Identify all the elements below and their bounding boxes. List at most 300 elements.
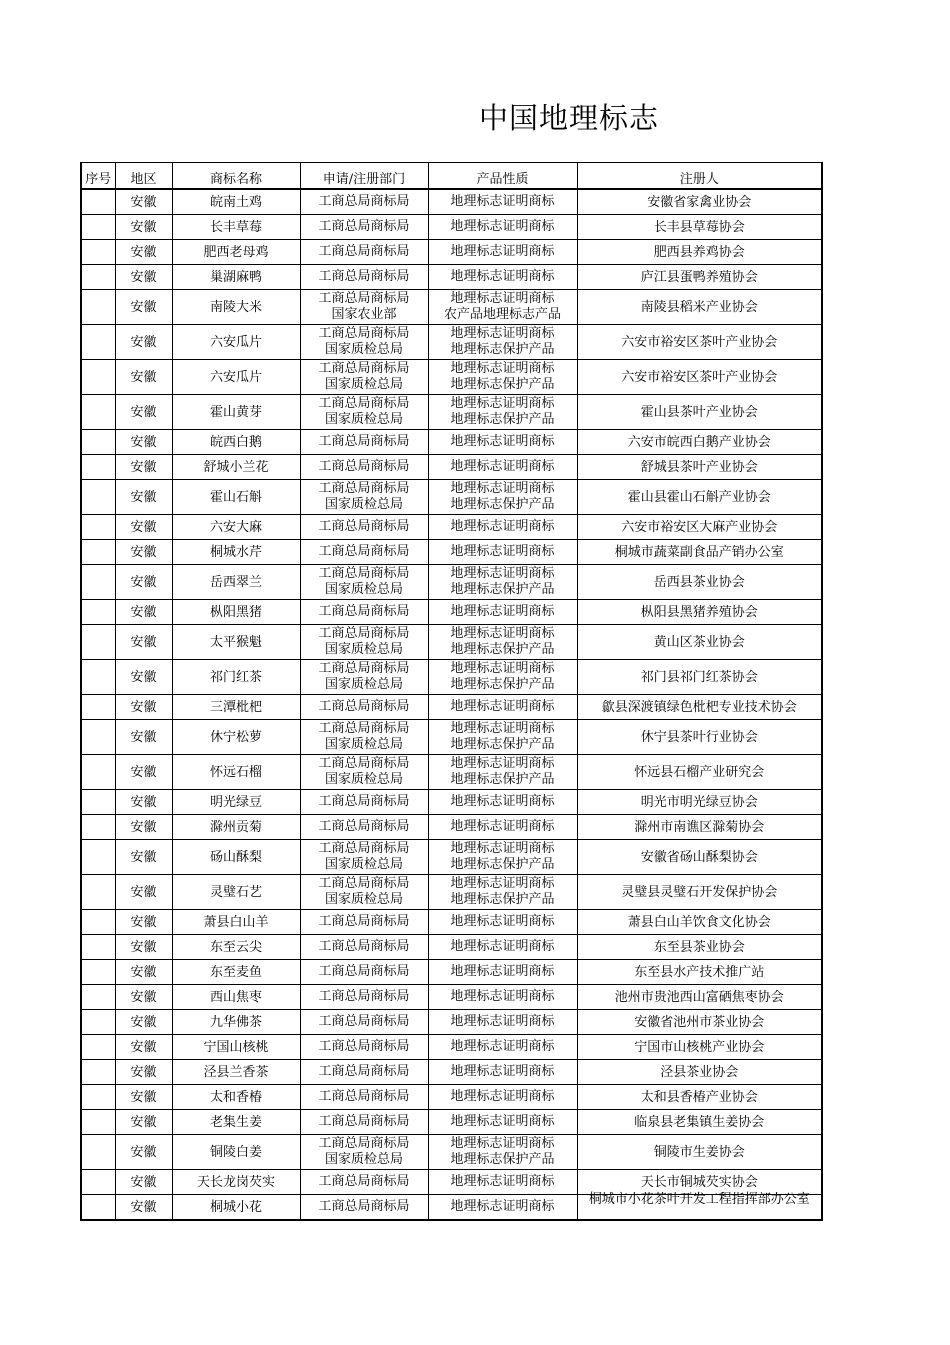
cell-product-nature (428, 600, 577, 625)
header-cell-nature: 产品性质 (428, 163, 577, 190)
cell-index (81, 755, 115, 790)
nature-line: 地理标志保护产品 (450, 677, 555, 692)
header-cell-department: 申请/注册部门 (300, 163, 428, 190)
cell-department (300, 625, 428, 660)
nature-line: 地理标志保护产品 (450, 412, 555, 427)
cell-product-nature (428, 840, 577, 875)
cell-region: 安徽 (115, 1010, 172, 1035)
department-line: 工商总局商标局 (318, 819, 410, 834)
cell-index (81, 790, 115, 815)
cell-product-nature (428, 430, 577, 455)
cell-region: 安徽 (115, 910, 172, 935)
cell-index (81, 1035, 115, 1060)
department-line: 工商总局商标局 (318, 544, 410, 559)
cell-product-nature (428, 215, 577, 240)
cell-registrant: 东至县茶业协会 (577, 935, 822, 960)
cell-index (81, 215, 115, 240)
cell-index (81, 265, 115, 290)
department-line: 工商总局商标局 (318, 661, 410, 676)
cell-region: 安徽 (115, 360, 172, 395)
header-cell-region: 地区 (115, 163, 172, 190)
cell-product-nature (428, 1110, 577, 1135)
table-row (81, 325, 822, 360)
department-line: 工商总局商标局 (318, 434, 410, 449)
cell-department (300, 720, 428, 755)
cell-region: 安徽 (115, 395, 172, 430)
department-line: 工商总局商标局 (318, 291, 410, 306)
cell-department (300, 290, 428, 325)
table-row (81, 515, 822, 540)
cell-index (81, 540, 115, 565)
cell-index (81, 625, 115, 660)
cell-trademark-name: 天长龙岗芡实 (172, 1170, 300, 1195)
cell-index (81, 840, 115, 875)
page-title: 中国地理标志 (479, 101, 660, 135)
geo-indication-table (80, 162, 823, 1221)
table-row (81, 695, 822, 720)
cell-product-nature (428, 565, 577, 600)
cell-trademark-name: 皖南土鸡 (172, 189, 300, 215)
cell-product-nature (428, 790, 577, 815)
department-line: 国家质检总局 (324, 377, 403, 392)
cell-region: 安徽 (115, 1195, 172, 1221)
cell-index (81, 565, 115, 600)
cell-registrant: 桐城市蔬菜副食品产销办公室 (577, 540, 822, 565)
department-line: 国家质检总局 (324, 857, 403, 872)
cell-trademark-name: 长丰草莓 (172, 215, 300, 240)
cell-trademark-name: 舒城小兰花 (172, 455, 300, 480)
cell-product-nature (428, 875, 577, 910)
nature-line: 地理标志保护产品 (450, 377, 555, 392)
nature-line: 地理标志证明商标 (450, 604, 555, 619)
cell-product-nature (428, 515, 577, 540)
cell-index (81, 720, 115, 755)
cell-product-nature (428, 325, 577, 360)
cell-index (81, 1170, 115, 1195)
cell-product-nature (428, 240, 577, 265)
cell-registrant: 泾县茶业协会 (577, 1060, 822, 1085)
nature-line: 地理标志证明商标 (450, 721, 555, 736)
nature-line: 地理标志证明商标 (450, 1064, 555, 1079)
department-line: 工商总局商标局 (318, 914, 410, 929)
table-row (81, 815, 822, 840)
nature-line: 地理标志证明商标 (450, 519, 555, 534)
cell-index (81, 1010, 115, 1035)
cell-department (300, 540, 428, 565)
cell-registrant: 肥西县养鸡协会 (577, 240, 822, 265)
cell-index (81, 815, 115, 840)
cell-index (81, 189, 115, 215)
table-row (81, 1110, 822, 1135)
department-line: 国家质检总局 (324, 412, 403, 427)
cell-department (300, 515, 428, 540)
nature-line: 地理标志保护产品 (450, 497, 555, 512)
cell-product-nature (428, 480, 577, 515)
cell-department (300, 430, 428, 455)
cell-department (300, 790, 428, 815)
cell-trademark-name: 怀远石榴 (172, 755, 300, 790)
cell-region: 安徽 (115, 189, 172, 215)
nature-line: 地理标志证明商标 (450, 661, 555, 676)
cell-index (81, 480, 115, 515)
cell-trademark-name: 太和香椿 (172, 1085, 300, 1110)
department-line: 工商总局商标局 (318, 1064, 410, 1079)
cell-department (300, 815, 428, 840)
cell-trademark-name: 六安瓜片 (172, 325, 300, 360)
cell-registrant: 六安市裕安区大麻产业协会 (577, 515, 822, 540)
department-line: 国家质检总局 (324, 497, 403, 512)
cell-region: 安徽 (115, 325, 172, 360)
cell-trademark-name: 灵璧石艺 (172, 875, 300, 910)
cell-region: 安徽 (115, 1035, 172, 1060)
department-line: 工商总局商标局 (318, 841, 410, 856)
cell-department (300, 1110, 428, 1135)
department-line: 工商总局商标局 (318, 1174, 410, 1189)
cell-trademark-name: 西山焦枣 (172, 985, 300, 1010)
department-line: 工商总局商标局 (318, 481, 410, 496)
table-row (81, 875, 822, 910)
nature-line: 地理标志证明商标 (450, 1174, 555, 1189)
cell-region: 安徽 (115, 875, 172, 910)
cell-registrant: 池州市贵池西山富硒焦枣协会 (577, 985, 822, 1010)
registrant-wrapped-text: 桐城市小花茶叶开发工程指挥部办公室 (588, 1192, 810, 1207)
department-line: 工商总局商标局 (318, 566, 410, 581)
cell-product-nature (428, 290, 577, 325)
nature-line: 地理标志证明商标 (450, 1014, 555, 1029)
cell-index (81, 600, 115, 625)
cell-trademark-name: 明光绿豆 (172, 790, 300, 815)
department-line: 工商总局商标局 (318, 361, 410, 376)
cell-trademark-name: 霍山黄芽 (172, 395, 300, 430)
cell-department (300, 240, 428, 265)
cell-trademark-name: 滁州贡菊 (172, 815, 300, 840)
nature-line: 地理标志证明商标 (450, 459, 555, 474)
cell-registrant: 霍山县霍山石斛产业协会 (577, 480, 822, 515)
table-row (81, 985, 822, 1010)
cell-department (300, 360, 428, 395)
cell-trademark-name: 泾县兰香茶 (172, 1060, 300, 1085)
department-line: 国家质检总局 (324, 772, 403, 787)
department-line: 工商总局商标局 (318, 699, 410, 714)
cell-trademark-name: 萧县白山羊 (172, 910, 300, 935)
nature-line: 地理标志证明商标 (450, 1089, 555, 1104)
cell-product-nature (428, 960, 577, 985)
cell-product-nature (428, 395, 577, 430)
cell-department (300, 840, 428, 875)
cell-product-nature (428, 625, 577, 660)
cell-department (300, 1195, 428, 1221)
table-header-row (81, 163, 822, 190)
cell-department (300, 215, 428, 240)
nature-line: 地理标志证明商标 (450, 1199, 555, 1214)
nature-line: 地理标志证明商标 (450, 1039, 555, 1054)
table-row (81, 625, 822, 660)
cell-trademark-name: 三潭枇杷 (172, 695, 300, 720)
cell-region: 安徽 (115, 540, 172, 565)
cell-index (81, 240, 115, 265)
department-line: 工商总局商标局 (318, 721, 410, 736)
department-line: 工商总局商标局 (318, 194, 410, 209)
department-line: 工商总局商标局 (318, 626, 410, 641)
nature-line: 地理标志保护产品 (450, 582, 555, 597)
cell-region: 安徽 (115, 515, 172, 540)
cell-index (81, 1110, 115, 1135)
cell-region: 安徽 (115, 1110, 172, 1135)
cell-region: 安徽 (115, 565, 172, 600)
table-row (81, 755, 822, 790)
cell-department (300, 910, 428, 935)
cell-product-nature (428, 1170, 577, 1195)
department-line: 工商总局商标局 (318, 459, 410, 474)
cell-product-nature (428, 265, 577, 290)
cell-product-nature (428, 189, 577, 215)
nature-line: 地理标志证明商标 (450, 794, 555, 809)
cell-department (300, 600, 428, 625)
department-line: 国家质检总局 (324, 892, 403, 907)
nature-line: 农产品地理标志产品 (443, 307, 561, 322)
cell-region: 安徽 (115, 1060, 172, 1085)
cell-trademark-name: 九华佛茶 (172, 1010, 300, 1035)
cell-department (300, 1085, 428, 1110)
department-line: 国家质检总局 (324, 342, 403, 357)
department-line: 工商总局商标局 (318, 989, 410, 1004)
cell-department (300, 455, 428, 480)
cell-product-nature (428, 935, 577, 960)
cell-trademark-name: 霍山石斛 (172, 480, 300, 515)
cell-department (300, 660, 428, 695)
cell-region: 安徽 (115, 815, 172, 840)
cell-product-nature (428, 360, 577, 395)
cell-region: 安徽 (115, 755, 172, 790)
nature-line: 地理标志保护产品 (450, 737, 555, 752)
cell-registrant: 舒城县茶叶产业协会 (577, 455, 822, 480)
cell-registrant: 岳西县茶业协会 (577, 565, 822, 600)
cell-trademark-name: 巢湖麻鸭 (172, 265, 300, 290)
department-line: 国家质检总局 (324, 642, 403, 657)
nature-line: 地理标志证明商标 (450, 914, 555, 929)
cell-product-nature (428, 755, 577, 790)
table-row (81, 600, 822, 625)
nature-line: 地理标志证明商标 (450, 326, 555, 341)
cell-index (81, 1085, 115, 1110)
department-line: 工商总局商标局 (318, 1136, 410, 1151)
cell-trademark-name: 南陵大米 (172, 290, 300, 325)
nature-line: 地理标志证明商标 (450, 964, 555, 979)
nature-line: 地理标志保护产品 (450, 857, 555, 872)
nature-line: 地理标志证明商标 (450, 269, 555, 284)
cell-department (300, 1170, 428, 1195)
department-line: 国家质检总局 (324, 737, 403, 752)
cell-registrant: 怀远县石榴产业研究会 (577, 755, 822, 790)
cell-trademark-name: 东至麦鱼 (172, 960, 300, 985)
cell-registrant (577, 1192, 822, 1221)
cell-registrant: 枞阳县黑猪养殖协会 (577, 600, 822, 625)
nature-line: 地理标志证明商标 (450, 876, 555, 891)
cell-department (300, 395, 428, 430)
cell-department (300, 325, 428, 360)
cell-region: 安徽 (115, 430, 172, 455)
department-line: 工商总局商标局 (318, 756, 410, 771)
table-row (81, 430, 822, 455)
cell-trademark-name: 砀山酥梨 (172, 840, 300, 875)
cell-index (81, 430, 115, 455)
department-line: 工商总局商标局 (318, 1039, 410, 1054)
cell-department (300, 875, 428, 910)
nature-line: 地理标志证明商标 (450, 544, 555, 559)
table-body (81, 189, 822, 1220)
cell-product-nature (428, 1195, 577, 1221)
cell-department (300, 189, 428, 215)
cell-trademark-name: 肥西老母鸡 (172, 240, 300, 265)
table-row (81, 360, 822, 395)
cell-registrant: 安徽省砀山酥梨协会 (577, 840, 822, 875)
cell-registrant: 南陵县稻米产业协会 (577, 290, 822, 325)
table-row (81, 720, 822, 755)
cell-department (300, 480, 428, 515)
cell-region: 安徽 (115, 1135, 172, 1170)
cell-product-nature (428, 910, 577, 935)
cell-trademark-name: 皖西白鹅 (172, 430, 300, 455)
department-line: 工商总局商标局 (318, 604, 410, 619)
department-line: 工商总局商标局 (318, 1199, 410, 1214)
cell-trademark-name: 老集生姜 (172, 1110, 300, 1135)
nature-line: 地理标志证明商标 (450, 756, 555, 771)
cell-region: 安徽 (115, 625, 172, 660)
cell-region: 安徽 (115, 720, 172, 755)
cell-department (300, 985, 428, 1010)
cell-region: 安徽 (115, 455, 172, 480)
cell-department (300, 755, 428, 790)
department-line: 国家质检总局 (324, 677, 403, 692)
department-line: 工商总局商标局 (318, 219, 410, 234)
table-row (81, 1060, 822, 1085)
nature-line: 地理标志证明商标 (450, 841, 555, 856)
cell-department (300, 1035, 428, 1060)
nature-line: 地理标志证明商标 (450, 219, 555, 234)
cell-index (81, 515, 115, 540)
cell-trademark-name: 桐城小花 (172, 1195, 300, 1221)
cell-index (81, 960, 115, 985)
cell-region: 安徽 (115, 600, 172, 625)
nature-line: 地理标志证明商标 (450, 244, 555, 259)
cell-index (81, 1135, 115, 1170)
cell-product-nature (428, 1085, 577, 1110)
department-line: 工商总局商标局 (318, 519, 410, 534)
cell-trademark-name: 休宁松萝 (172, 720, 300, 755)
table-row (81, 840, 822, 875)
nature-line: 地理标志证明商标 (450, 1136, 555, 1151)
table-row (81, 960, 822, 985)
cell-registrant: 歙县深渡镇绿色枇杷专业技术协会 (577, 695, 822, 720)
table-row (81, 790, 822, 815)
cell-registrant: 祁门县祁门红茶协会 (577, 660, 822, 695)
cell-product-nature (428, 815, 577, 840)
cell-product-nature (428, 720, 577, 755)
department-line: 工商总局商标局 (318, 244, 410, 259)
nature-line: 地理标志保护产品 (450, 772, 555, 787)
cell-registrant: 明光市明光绿豆协会 (577, 790, 822, 815)
cell-registrant: 临泉县老集镇生姜协会 (577, 1110, 822, 1135)
cell-region: 安徽 (115, 840, 172, 875)
nature-line: 地理标志证明商标 (450, 481, 555, 496)
cell-product-nature (428, 455, 577, 480)
cell-product-nature (428, 1035, 577, 1060)
cell-region: 安徽 (115, 985, 172, 1010)
table-row (81, 1035, 822, 1060)
department-line: 工商总局商标局 (318, 396, 410, 411)
cell-region: 安徽 (115, 660, 172, 695)
department-line: 工商总局商标局 (318, 964, 410, 979)
cell-trademark-name: 宁国山核桃 (172, 1035, 300, 1060)
cell-department (300, 565, 428, 600)
table-row (81, 1195, 822, 1221)
cell-region: 安徽 (115, 240, 172, 265)
nature-line: 地理标志保护产品 (450, 642, 555, 657)
nature-line: 地理标志证明商标 (450, 699, 555, 714)
table-row (81, 1135, 822, 1170)
department-line: 工商总局商标局 (318, 939, 410, 954)
cell-product-nature (428, 695, 577, 720)
nature-line: 地理标志证明商标 (450, 396, 555, 411)
cell-product-nature (428, 1135, 577, 1170)
cell-trademark-name: 祁门红茶 (172, 660, 300, 695)
cell-registrant: 滁州市南谯区滁菊协会 (577, 815, 822, 840)
cell-index (81, 875, 115, 910)
table-row (81, 1010, 822, 1035)
cell-trademark-name: 六安大麻 (172, 515, 300, 540)
cell-index (81, 910, 115, 935)
nature-line: 地理标志证明商标 (450, 1114, 555, 1129)
cell-department (300, 960, 428, 985)
nature-line: 地理标志证明商标 (450, 819, 555, 834)
table-row (81, 565, 822, 600)
cell-department (300, 1135, 428, 1170)
header-cell-trademark: 商标名称 (172, 163, 300, 190)
cell-registrant: 休宁县茶叶行业协会 (577, 720, 822, 755)
nature-line: 地理标志证明商标 (450, 361, 555, 376)
cell-registrant: 安徽省池州市茶业协会 (577, 1010, 822, 1035)
header-cell-index: 序号 (81, 163, 115, 190)
cell-registrant: 宁国市山核桃产业协会 (577, 1035, 822, 1060)
department-line: 工商总局商标局 (318, 794, 410, 809)
cell-department (300, 1060, 428, 1085)
cell-registrant: 长丰县草莓协会 (577, 215, 822, 240)
nature-line: 地理标志证明商标 (450, 434, 555, 449)
cell-index (81, 325, 115, 360)
cell-index (81, 1195, 115, 1221)
cell-index (81, 660, 115, 695)
cell-registrant: 灵璧县灵璧石开发保护协会 (577, 875, 822, 910)
cell-index (81, 395, 115, 430)
department-line: 工商总局商标局 (318, 1014, 410, 1029)
cell-index (81, 1060, 115, 1085)
department-line: 工商总局商标局 (318, 1089, 410, 1104)
table-row (81, 215, 822, 240)
cell-registrant: 天长市铜城芡实协会 (577, 1170, 822, 1195)
nature-line: 地理标志保护产品 (450, 1152, 555, 1167)
department-line: 工商总局商标局 (318, 876, 410, 891)
table-row (81, 660, 822, 695)
department-line: 工商总局商标局 (318, 326, 410, 341)
table-row (81, 935, 822, 960)
cell-product-nature (428, 660, 577, 695)
cell-region: 安徽 (115, 1170, 172, 1195)
nature-line: 地理标志证明商标 (450, 194, 555, 209)
cell-trademark-name: 铜陵白姜 (172, 1135, 300, 1170)
cell-product-nature (428, 540, 577, 565)
nature-line: 地理标志证明商标 (450, 939, 555, 954)
nature-line: 地理标志证明商标 (450, 291, 555, 306)
